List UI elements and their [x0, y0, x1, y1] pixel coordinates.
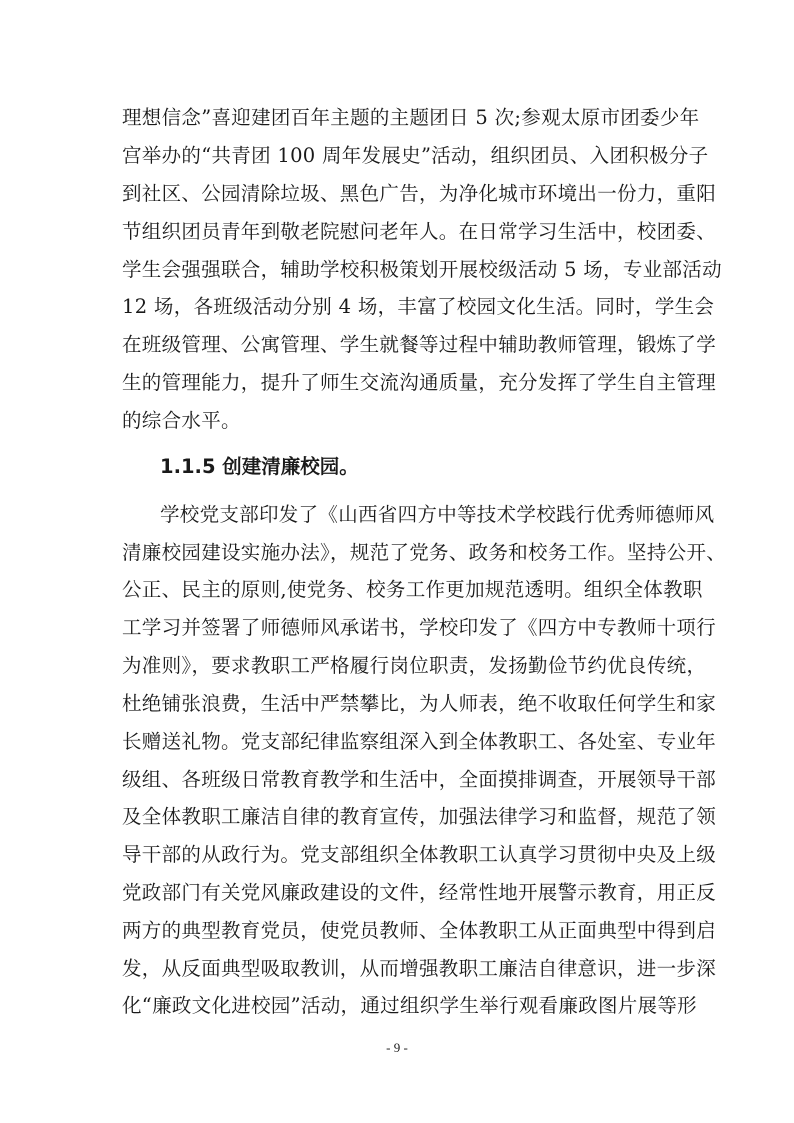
paragraph-line: 级组、各班级日常教育教学和生活中，全面摸排调查，开展领导干部 [122, 768, 717, 791]
paragraph-line: 工学习并签署了师德师风承诺书，学校印发了《四方中专教师十项行 [122, 616, 717, 639]
paragraph-line: 长赠送礼物。党支部纪律监察组深入到全体教职工、各处室、专业年 [122, 730, 717, 753]
paragraph-line: 及全体教职工廉洁自律的教育宣传，加强法律学习和监督，规范了领 [122, 805, 717, 828]
paragraph-line: 到社区、公园清除垃圾、黑色广告，为净化城市环境出一份力，重阳 [122, 182, 717, 205]
paragraph-line: 为准则》，要求教职工严格履行岗位职责，发扬勤俭节约优良传统， [122, 654, 707, 677]
paragraph-line: 公正、民主的原则,使党务、校务工作更加规范透明。组织全体教职 [122, 578, 703, 601]
page-number: - 9 - [386, 1040, 408, 1055]
paragraph-line: 节组织团员青年到敬老院慰问老年人。在日常学习生活中，校团委、 [122, 220, 717, 243]
paragraph-line: 12 场，各班级活动分别 4 场，丰富了校园文化生活。同时，学生会 [122, 295, 715, 318]
paragraph-line: 的综合水平。 [122, 409, 241, 432]
paragraph-line: 化“廉政文化进校园”活动，通过组织学生举行观看廉政图片展等形 [122, 994, 697, 1017]
paragraph-line: 清廉校园建设实施办法》，规范了党务、政务和校务工作。坚持公开、 [122, 541, 727, 564]
paragraph-line: 导干部的从政行为。党支部组织全体教职工认真学习贯彻中央及上级 [122, 843, 717, 866]
section-heading: 1.1.5 创建清廉校园。 [160, 455, 359, 478]
paragraph-line: 学生会强强联合，辅助学校积极策划开展校级活动 5 场，专业部活动 [122, 258, 722, 281]
paragraph-line: 理想信念”喜迎建团百年主题的主题团日 5 次;参观太原市团委少年 [122, 106, 700, 129]
paragraph-line: 两方的典型教育党员，使党员教师、全体教职工从正面典型中得到启 [122, 919, 717, 942]
paragraph-line: 党政部门有关党风廉政建设的文件，经常性地开展警示教育，用正反 [122, 881, 717, 904]
paragraph-line: 生的管理能力，提升了师生交流沟通质量，充分发挥了学生自主管理 [122, 371, 717, 394]
paragraph-line: 学校党支部印发了《山西省四方中等技术学校践行优秀师德师风 [160, 503, 715, 526]
paragraph-line: 发，从反面典型吸取教训，从而增强教职工廉洁自律意识，进一步深 [122, 957, 717, 980]
paragraph-line: 杜绝铺张浪费，生活中严禁攀比，为人师表，绝不收取任何学生和家 [122, 692, 717, 715]
paragraph-line: 宫举办的“共青团 100 周年发展史”活动，组织团员、入团积极分子 [122, 144, 709, 167]
paragraph-line: 在班级管理、公寓管理、学生就餐等过程中辅助教师管理，锻炼了学 [122, 333, 717, 356]
